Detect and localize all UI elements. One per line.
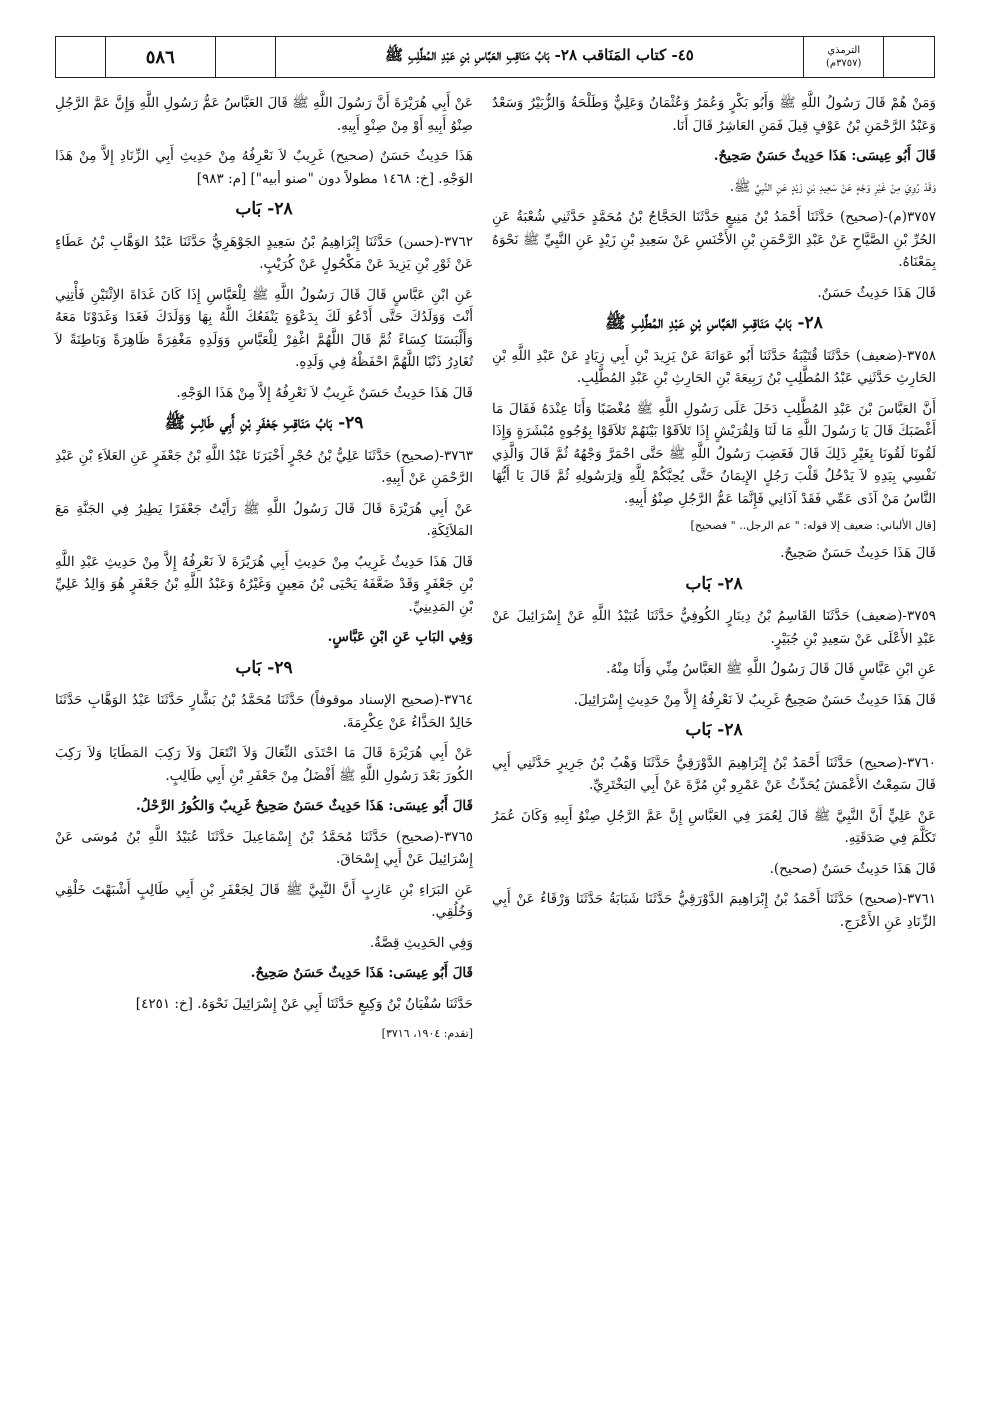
header-spacer-left [56, 37, 106, 77]
header-spacer [216, 37, 276, 77]
chapter-heading: ٢٨- بَاب [685, 573, 743, 594]
text-paragraph: قَالَ هَذَا حَدِيثٌ حَسَنٌ صَحِيحٌ. [780, 545, 936, 561]
page-number: ٥٨٦ [145, 46, 175, 68]
text-paragraph: عَنْ أَبِي هُرَيْرَةَ قَالَ مَا احْتَذَى النِّعَالَ وَلاَ انْتَعَلَ وَلاَ رَكِبَ المَطَايَا وَلاَ رَكِبَ الكُورَ بَعْدَ رَسُولِ اللَّهِ ﷺ أَفْضَلُ مِنْ جَعْفَرِ بْنِ أَبِي طَالِبٍ. [55, 745, 473, 784]
text-paragraph: ٣٧٦٠-(صحيح) حَدَّثَنَا أَحْمَدُ بْنُ إِبْرَاهِيمَ الدَّوْرَقِيُّ حَدَّثَنَا وَهْبُ بْنُ جَرِيرٍ حَدَّثَنِي أَبِي قَالَ سَمِعْتُ الأَعْمَشَ يُحَدِّثُ عَنْ عَمْرِو بْنِ مُرَّةَ عَنْ أَبِي البَخْتَرِيِّ. [492, 754, 936, 793]
text-paragraph: قَالَ أَبُو عِيسَى: هَذَا حَدِيثٌ حَسَنٌ صَحِيحٌ غَرِيبٌ وَالكُورُ الرَّحْلُ. [135, 798, 473, 814]
text-paragraph: ٣٧٦٣-(صحيح) حَدَّثَنَا عَلِيُّ بْنُ حُجْرٍ أَخْبَرَنَا عَبْدُ اللَّهِ بْنُ جَعْفَرٍ عَنِ العَلاَءِ بْنِ عَبْدِ الرَّحْمَنِ عَنْ أَبِيهِ. [55, 447, 473, 486]
page-header [55, 36, 935, 78]
text-paragraph: وَفِي الحَدِيثِ قِصَّةٌ. [369, 934, 473, 951]
text-paragraph: عَنِ البَرَاءِ بْنِ عَازِبٍ أَنَّ النَّبِيَّ ﷺ قَالَ لِجَعْفَرِ بْنِ أَبِي طَالِبٍ أَشْبَهْتَ خَلْقِي وَخُلُقِي. [55, 881, 473, 920]
text-paragraph: قَالَ هَذَا حَدِيثٌ حَسَنٌ. [817, 284, 936, 301]
text-paragraph: وَفِي البَابِ عَنِ ابْنِ عَبَّاسٍ. [327, 629, 473, 645]
source-hadith-number: (٣٧٥٧م) [825, 58, 862, 69]
source-book: الترمذي [827, 45, 861, 56]
chapter-heading: ٢٩- بَاب [235, 657, 293, 678]
text-paragraph: حَدَّثَنَا سُفْيَانُ بْنُ وَكِيعٍ حَدَّثَنَا أَبِي عَنْ إِسْرَائِيلَ نَحْوَهُ. [خ: ٤٢٥١] [135, 995, 473, 1012]
text-paragraph: [قال الألباني: ضعيف إلا قوله: " عم الرجل.. " فصحيح] [690, 519, 936, 532]
text-paragraph: هَذَا حَدِيثٌ حَسَنٌ (صحيح) غَرِيبٌ لاَ نَعْرِفُهُ مِنْ حَدِيثِ أَبِي الزِّنَادِ إِلاَّ مِنْ هَذَا الوَجْهِ. [خ: ١٤٦٨ مطولاً دون "صنو أبيه"] [م: ٩٨٣] [55, 148, 473, 187]
text-paragraph: قَالَ هَذَا حَدِيثٌ حَسَنٌ غَرِيبٌ لاَ نَعْرِفُهُ إِلاَّ مِنْ هَذَا الوَجْهِ. [176, 384, 473, 401]
text-paragraph: عَنْ عَلِيٍّ أَنَّ النَّبِيَّ ﷺ قَالَ لِعُمَرَ فِي العَبَّاسِ إِنَّ عَمَّ الرَّجُلِ صِنْوُ أَبِيهِ وَكَانَ عُمَرُ تَكَلَّمَ فِي صَدَقَتِهِ. [492, 807, 936, 846]
text-paragraph: قَالَ أَبُو عِيسَى: هَذَا حَدِيثٌ حَسَنٌ صَحِيحٌ. [713, 148, 936, 164]
text-paragraph: [تقدم: ١٩٠٤، ٣٧١٦] [381, 1027, 473, 1040]
left-text-column [55, 92, 473, 1054]
text-paragraph: ٣٧٦٥-(صحيح) حَدَّثَنَا مُحَمَّدُ بْنُ إِسْمَاعِيلَ حَدَّثَنَا عُبَيْدُ اللَّهِ بْنُ مُوسَى عَنْ إِسْرَائِيلَ عَنْ أَبِي إِسْحَاقَ. [55, 828, 473, 867]
text-paragraph: عَنْ أَبِي هُرَيْرَةَ أَنَّ رَسُولَ اللَّهِ ﷺ قَالَ العَبَّاسُ عَمُّ رَسُولِ اللَّهِ وَإِنَّ عَمَّ الرَّجُلِ صِنْوُ أَبِيهِ أَوْ مِنْ صِنْوِ أَبِيهِ. [55, 95, 473, 134]
header-spacer-right [884, 37, 934, 77]
text-paragraph: ٣٧٦٤-(صحيح الإسناد موقوفاً) حَدَّثَنَا مُحَمَّدُ بْنُ بَشَّارٍ حَدَّثَنَا عَبْدُ الوَهَّابِ حَدَّثَنَا خَالِدٌ الحَذَّاءُ عَنْ عِكْرِمَةَ. [55, 692, 473, 731]
chapter-heading: ٢٨- بَابُ مَنَاقِبِ العَبَّاسِ بْنِ عَبْدِ المُطَّلِبِ ﷺ [605, 313, 823, 333]
chapter-heading: ٢٩- بَابُ مَنَاقِبِ جَعْفَرِ بْنِ أَبِي طَالِبٍ ﷺ [164, 413, 364, 433]
text-paragraph: ٣٧٥٨-(ضعيف) حَدَّثَنَا قُتَيْبَةُ حَدَّثَنَا أَبُو عَوَانَةَ عَنْ يَزِيدَ بْنِ أَبِي زِيَادٍ عَنْ عَبْدِ اللَّهِ بْنِ الحَارِثِ حَدَّثَنِي عَبْدُ المُطَّلِبِ بْنُ رَبِيعَةَ بْنِ الحَارِثِ بْنِ عَبْدِ المُطَّلِبِ. [492, 347, 936, 386]
text-paragraph: ٣٧٦١-(صحيح) حَدَّثَنَا أَحْمَدُ بْنُ إِبْرَاهِيمَ الدَّوْرَقِيُّ حَدَّثَنَا شَبَابَةُ حَدَّثَنَا وَرْقَاءُ عَنْ أَبِي الزِّنَادِ عَنِ الأَعْرَجِ. [492, 891, 936, 930]
text-paragraph: قَالَ هَذَا حَدِيثٌ حَسَنٌ صَحِيحٌ غَرِيبٌ لاَ نَعْرِفُهُ إِلاَّ مِنْ حَدِيثِ إِسْرَائِيلَ. [573, 691, 936, 708]
text-paragraph: قَالَ هَذَا حَدِيثٌ غَرِيبٌ مِنْ حَدِيثِ أَبِي هُرَيْرَةَ لاَ نَعْرِفُهُ إِلاَّ مِنْ حَدِيثِ عَبْدِ اللَّهِ بْنِ جَعْفَرٍ وَقَدْ ضَعَّفَهُ يَحْيَى بْنُ مَعِينٍ وَغَيْرُهُ وَعَبْدُ اللَّهِ بْنُ جَعْفَرٍ هُوَ وَالِدُ عَلِيِّ بْنِ المَدِينِيِّ. [55, 553, 473, 615]
text-paragraph: أَنَّ العَبَّاسَ بْنَ عَبْدِ المُطَّلِبِ دَخَلَ عَلَى رَسُولِ اللَّهِ ﷺ مُغْضَبًا وَأَنَا عِنْدَهُ فَقَالَ مَا أَغْضَبَكَ قَالَ يَا رَسُولَ اللَّهِ مَا لَنَا وَلِقُرَيْشٍ إِذَا تَلاَقَوْا بَيْنَهُمْ تَلاَقَوْا بِوُجُوهٍ مُبْشَرَةٍ وَإِذَا لَقُونَا لَقُونَا بِغَيْرِ ذَلِكَ قَالَ فَغَضِبَ رَسُولُ اللَّهِ ﷺ حَتَّى احْمَرَّ وَجْهُهُ ثُمَّ قَالَ وَالَّذِي نَفْسِي بِيَدِهِ لاَ يَدْخُلُ قَلْبَ رَجُلٍ الإِيمَانُ حَتَّى يُحِبَّكُمْ لِلَّهِ وَلِرَسُولِهِ ثُمَّ قَالَ يَا أَيُّهَا النَّاسُ مَنْ آذَى عَمِّي فَقَدْ آذَانِي فَإِنَّمَا عَمُّ الرَّجُلِ صِنْوُ أَبِيهِ. [492, 400, 936, 507]
page-title: ٤٥- كتاب المَنَاقب ٢٨- بَابُ مَنَاقِبِ العَبَّاسِ بْنِ عَبْدِ المُطَّلِبِ ﷺ [384, 46, 694, 64]
text-paragraph: وَقَدْ رُوِيَ مِنْ غَيْرِ وَجْهٍ عَنْ سَعِيدِ بْنِ زَيْدٍ عَنِ النَّبِيِّ ﷺ. [729, 178, 936, 195]
text-paragraph: ٣٧٥٩-(ضعيف) حَدَّثَنَا القَاسِمُ بْنُ دِينَارٍ الكُوفِيُّ حَدَّثَنَا عُبَيْدُ اللَّهِ عَنْ إِسْرَائِيلَ عَنْ عَبْدِ الأَعْلَى عَنْ سَعِيدِ بْنِ جُبَيْرٍ. [492, 608, 936, 647]
text-paragraph: عَنْ أَبِي هُرَيْرَةَ قَالَ قَالَ رَسُولُ اللَّهِ ﷺ رَأَيْتُ جَعْفَرًا يَطِيرُ فِي الجَنَّةِ مَعَ المَلاَئِكَةِ. [55, 500, 473, 539]
source-cell [804, 37, 884, 77]
text-paragraph: عَنِ ابْنِ عَبَّاسٍ قَالَ قَالَ رَسُولُ اللَّهِ ﷺ لِلْعَبَّاسِ إِذَا كَانَ غَدَاةَ الاِثْنَيْنِ فَأْتِنِي أَنْتَ وَوَلَدُكَ حَتَّى أَدْعُوَ لَكَ بِدَعْوَةٍ يَنْفَعُكَ اللَّهُ بِهَا وَوَلَدَكَ فَغَدَا وَغَدَوْنَا مَعَهُ وَأَلْبَسَنَا كِسَاءً ثُمَّ قَالَ اللَّهُمَّ اغْفِرْ لِلْعَبَّاسِ وَوَلَدِهِ مَغْفِرَةً ظَاهِرَةً وَبَاطِنَةً لاَ تُغَادِرُ ذَنْبًا اللَّهُمَّ احْفَظْهُ فِي وَلَدِهِ. [55, 286, 473, 370]
chapter-heading: ٢٨- بَاب [235, 199, 293, 219]
text-paragraph: وَمَنْ هُمْ قَالَ رَسُولُ اللَّهِ ﷺ وَأَبُو بَكْرٍ وَعُمَرُ وَعُثْمَانُ وَعَلِيٌّ وَطَلْحَةُ وَالزُّبَيْرُ وَسَعْدٌ وَعَبْدُ الرَّحْمَنِ بْنُ عَوْفٍ قِيلَ فَمَنِ العَاشِرُ قَالَ أَنَا. [492, 95, 936, 134]
text-paragraph: قَالَ هَذَا حَدِيثٌ حَسَنٌ (صحيح). [769, 860, 936, 877]
chapter-heading: ٢٨- بَاب [685, 720, 743, 740]
text-paragraph: ٣٧٥٧(م)-(صحيح) حَدَّثَنَا أَحْمَدُ بْنُ مَنِيعٍ حَدَّثَنَا الحَجَّاجُ بْنُ مُحَمَّدٍ حَدَّثَنِي شُعْبَةُ عَنِ الحُرِّ بْنِ الصَّيَّاحِ عَنْ عَبْدِ الرَّحْمَنِ بْنِ الأَخْنَسِ عَنْ سَعِيدِ بْنِ زَيْدٍ عَنِ النَّبِيِّ ﷺ نَحْوَهُ بِمَعْنَاهُ. [492, 209, 936, 270]
right-text-column [492, 92, 936, 941]
page-number-cell [106, 37, 216, 77]
text-paragraph: عَنِ ابْنِ عَبَّاسٍ قَالَ قَالَ رَسُولُ اللَّهِ ﷺ العَبَّاسُ مِنِّي وَأَنَا مِنْهُ. [606, 661, 936, 677]
text-paragraph: قَالَ أَبُو عِيسَى: هَذَا حَدِيثٌ حَسَنٌ صَحِيحٌ. [250, 965, 473, 981]
header-title-cell [276, 37, 805, 77]
text-paragraph: ٣٧٦٢-(حسن) حَدَّثَنَا إِبْرَاهِيمُ بْنُ سَعِيدٍ الجَوْهَرِيُّ حَدَّثَنَا عَبْدُ الوَهَّابِ بْنُ عَطَاءٍ عَنْ ثَوْرِ بْنِ يَزِيدَ عَنْ مَكْحُولٍ عَنْ كُرَيْبٍ. [55, 233, 473, 272]
